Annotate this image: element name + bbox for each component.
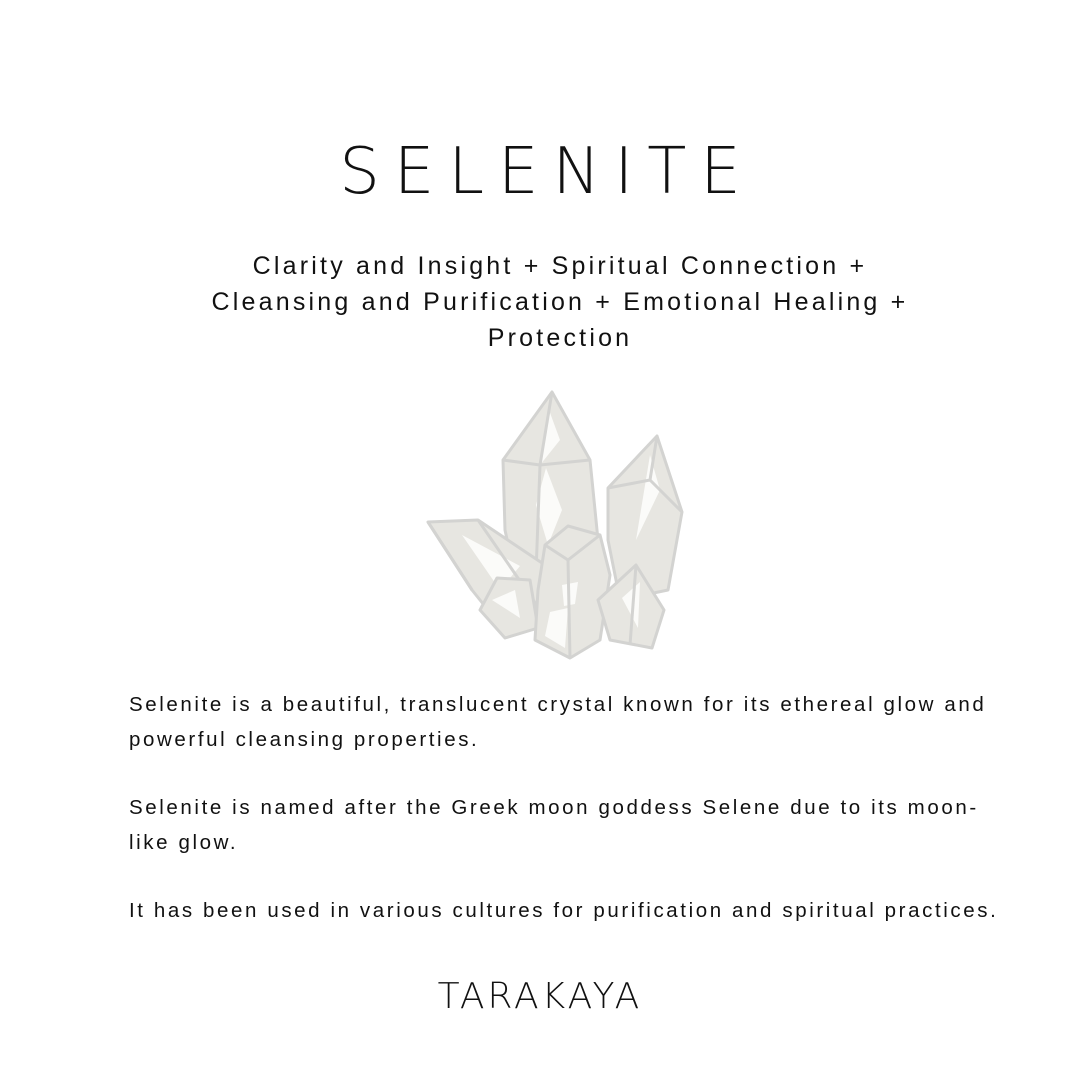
crystal-cluster-icon: [420, 385, 690, 665]
description: [129, 688, 1009, 963]
properties-subtitle: Clarity and Insight + Spiritual Connection + Cleansing and Purification + Emotional Healing + Protection: [211, 252, 909, 352]
paragraph: It has been used in various cultures for purification and spiritual practices.: [129, 899, 999, 922]
page-title: SELENITE: [339, 135, 755, 209]
brand-logo: TARAKAYA: [437, 976, 643, 1017]
paragraph: Selenite is named after the Greek moon goddess Selene due to its moon-like glow.: [129, 796, 979, 854]
paragraph: Selenite is a beautiful, translucent crystal known for its ethereal glow and powerful cleansing properties.: [129, 693, 987, 751]
